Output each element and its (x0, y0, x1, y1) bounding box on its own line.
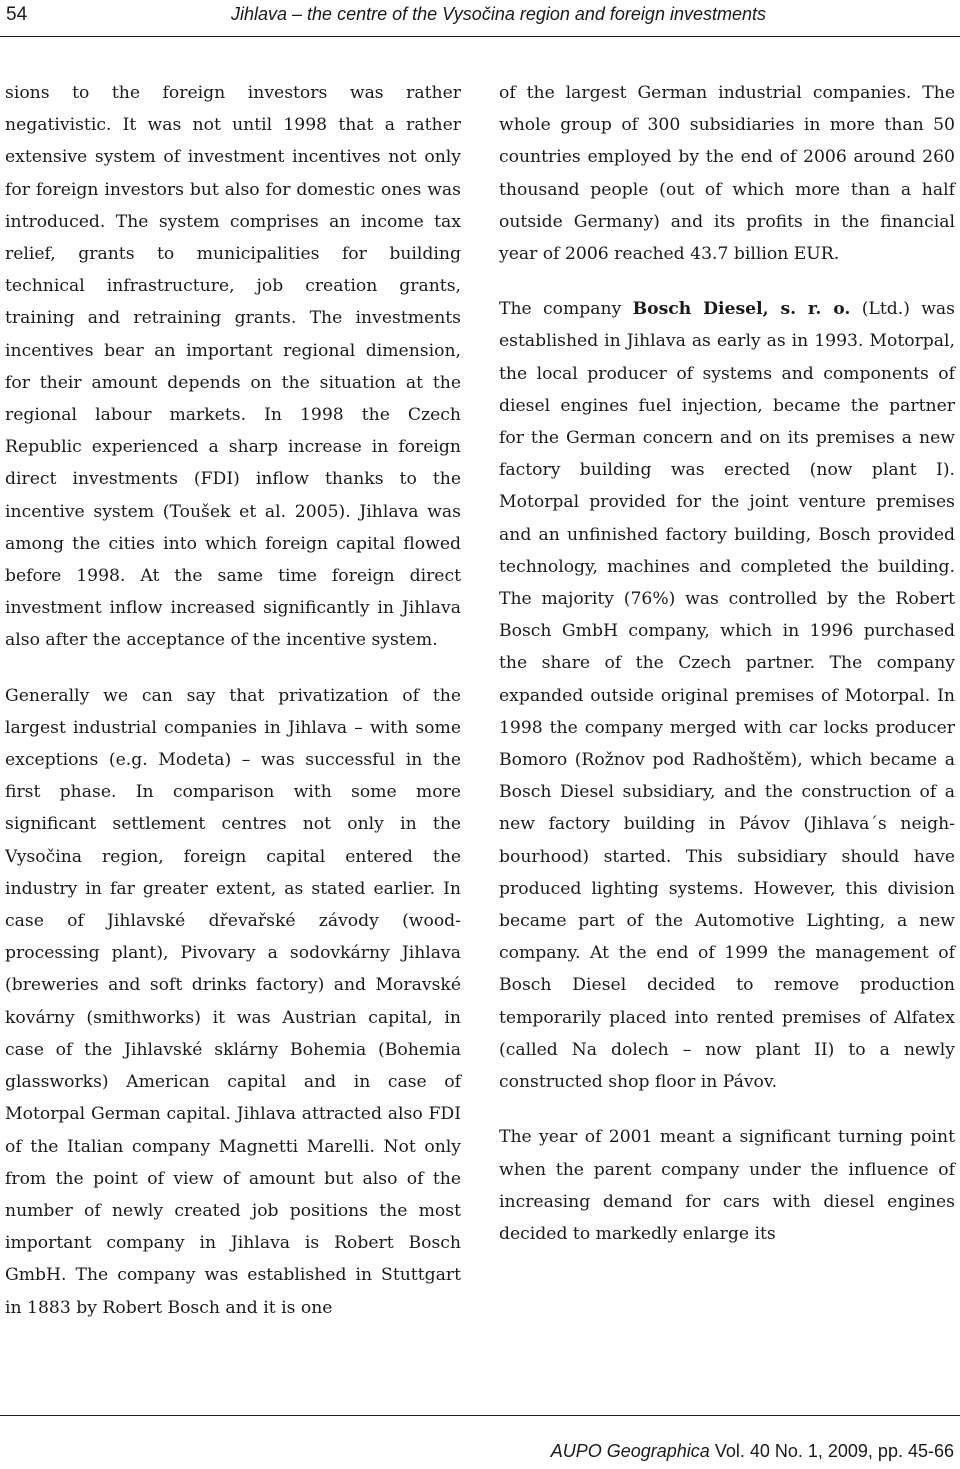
page-number: 54 (6, 4, 28, 25)
left-column (5, 77, 461, 1324)
footer-rule (0, 1415, 960, 1416)
running-title: Jihlava – the centre of the Vysočina region and foreign investments (231, 4, 766, 24)
paragraph-text: (Ltd.) was established in Jihlava as early as in 1993. Motorpal, the local producer of systems and components of diesel engines fuel injection, became the partner for the German concern and on its premises a new factory building was erected (now plant I). Motorpal provided for the joint venture premises and an unfinished factory building, Bosch provided technology, machines and completed the building. The majority (76%) was controlled by the Robert Bosch GmbH company, which in 1996 purchased the share of the Czech partner. The company expanded outside original premises of Motorpal. In 1998 the company merged with car locks producer Bomoro (Rožnov pod Radhoštěm), which became a Bosch Diesel subsidiary, and the construction of a new factory building in Pávov (Jihlava´s neigh-bourhood) started. This subsidiary should have produced lighting systems. However, this division became part of the Automotive Lighting, a new company. At the end of 1999 the management of Bosch Diesel decided to remove production temporarily placed into rented premises of Alfatex (called Na dolech – now plant II) to a newly constructed shop floor in Pávov. (499, 299, 956, 1093)
header-rule (0, 36, 960, 37)
page-header (0, 0, 960, 36)
paragraph: sions to the foreign investors was rather negativistic. It was not until 1998 that a rather extensive system of investment incentives not only for foreign investors but also for domestic ones was introduced. The system comprises an income tax relief, grants to municipalities for building technical infrastructure, job creation grants, training and retraining grants. The investments incentives bear an important regional dimension, for their amount depends on the situation at the regional labour markets. In 1998 the Czech Republic experienced a sharp increase in foreign direct investments (FDI) inflow thanks to the incentive system (Toušek et al. 2005). Jihlava was among the cities into which foreign capital flowed before 1998. At the same time foreign direct investment inflow increased significantly in Jihlava also after the acceptance of the incentive system. (5, 83, 461, 651)
paragraph: of the largest German industrial companies. The whole group of 300 subsidiaries in more than 50 countries employed by the end of 2006 around 260 thousand people (out of which more than a half outside Germany) and its profits in the financial year of 2006 reached 43.7 billion EUR. (499, 83, 955, 265)
journal-issue: Vol. 40 No. 1, 2009, pp. 45-66 (709, 1441, 954, 1461)
page-footer (551, 1441, 954, 1462)
right-column (499, 77, 955, 1250)
paragraph (499, 293, 955, 1098)
paragraph: Generally we can say that privatization of the largest industrial companies in Jihlava – with some exceptions (e.g. Modeta) – was successful in the first phase. In comparison with some more significant settlement centres not only in the Vysočina region, foreign capital entered the industry in far greater extent, as stated earlier. In case of Jihlavské dřevařské závody (wood-processing plant), Pivovary a sodovkárny Jihlava (breweries and soft drinks factory) and Moravské kovárny (smithworks) it was Austrian capital, in case of the Jihlavské sklárny Bohemia (Bohemia glassworks) American capital and in case of Motorpal German capital. Jihlava attracted also FDI of the Italian company Magnetti Marelli. Not only from the point of view of amount but also of the number of newly created job positions the most important company in Jihlava is Robert Bosch GmbH. The company was established in Stuttgart in 1883 by Robert Bosch and it is one (5, 685, 461, 1318)
paragraph-text: The company (499, 299, 633, 320)
company-name: Bosch Diesel, s. r. o. (632, 299, 851, 320)
journal-name: AUPO Geographica (550, 1441, 710, 1461)
paragraph: The year of 2001 meant a significant turning point when the parent company under the influence of increasing demand for cars with diesel engines decided to markedly enlarge its (499, 1127, 955, 1244)
